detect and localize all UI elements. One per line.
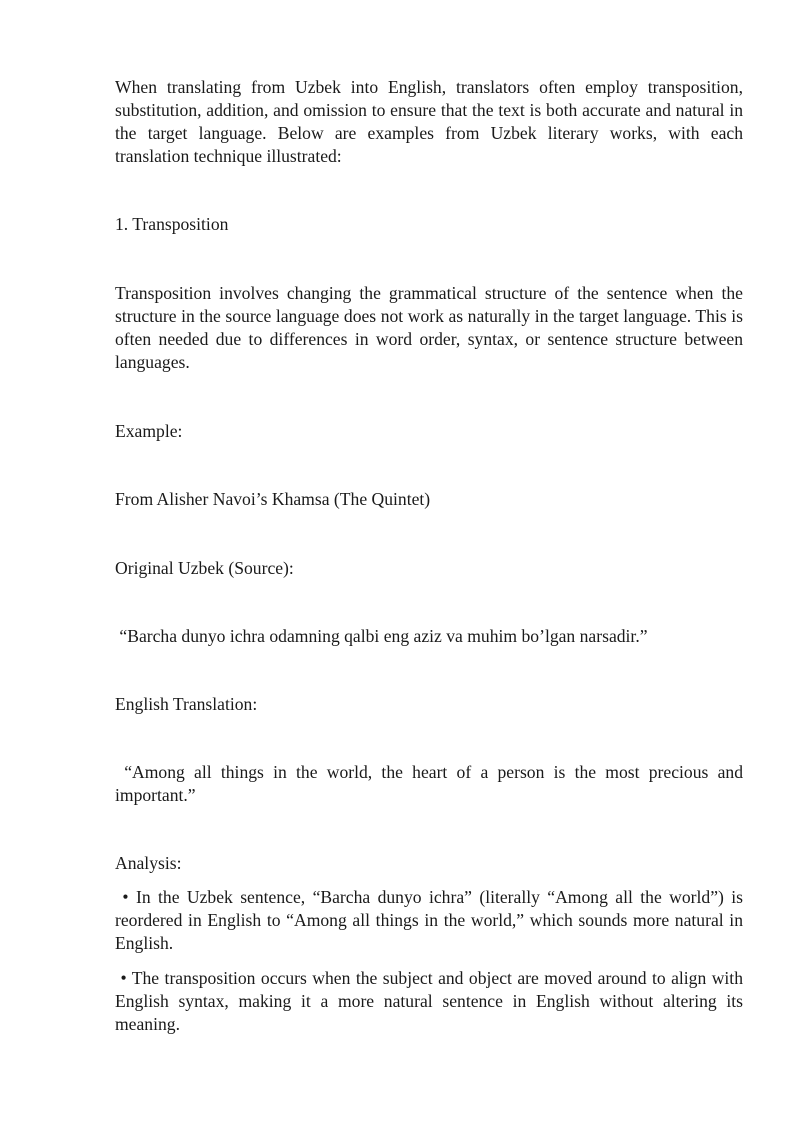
original-label: Original Uzbek (Source): <box>115 558 294 578</box>
analysis-label: Analysis: <box>115 853 182 873</box>
source-work: From Alisher Navoi’s Khamsa (The Quintet) <box>115 489 431 509</box>
english-quote: “Among all things in the world, the heart of a person is the most precious and important.” <box>115 762 748 805</box>
example-label: Example: <box>115 421 183 441</box>
intro-paragraph: When translating from Uzbek into English, translators often employ transposition, substitution, addition, and omission to ensure that the text is both accurate and natural in the target language. Below are examples from Uzbek literary works, with each translation technique illustrated: <box>115 77 743 166</box>
analysis-point: • In the Uzbek sentence, “Barcha dunyo ichra” (literally “Among all the world”) is reordered in English to “Among all things in the world,” which sounds more natural in English. <box>115 887 748 953</box>
section-heading: 1. Transposition <box>115 214 229 234</box>
english-label: English Translation: <box>115 694 258 714</box>
analysis-point: • The transposition occurs when the subject and object are moved around to align with English syntax, making it a more natural sentence in English without altering its meaning. <box>115 968 748 1034</box>
original-quote: “Barcha dunyo ichra odamning qalbi eng aziz va muhim bo’lgan narsadir.” <box>115 626 648 646</box>
definition-paragraph: Transposition involves changing the grammatical structure of the sentence when the structure in the source language does not work as naturally in the target language. This is often needed due to differences in word order, syntax, or sentence structure between languages. <box>115 283 743 372</box>
